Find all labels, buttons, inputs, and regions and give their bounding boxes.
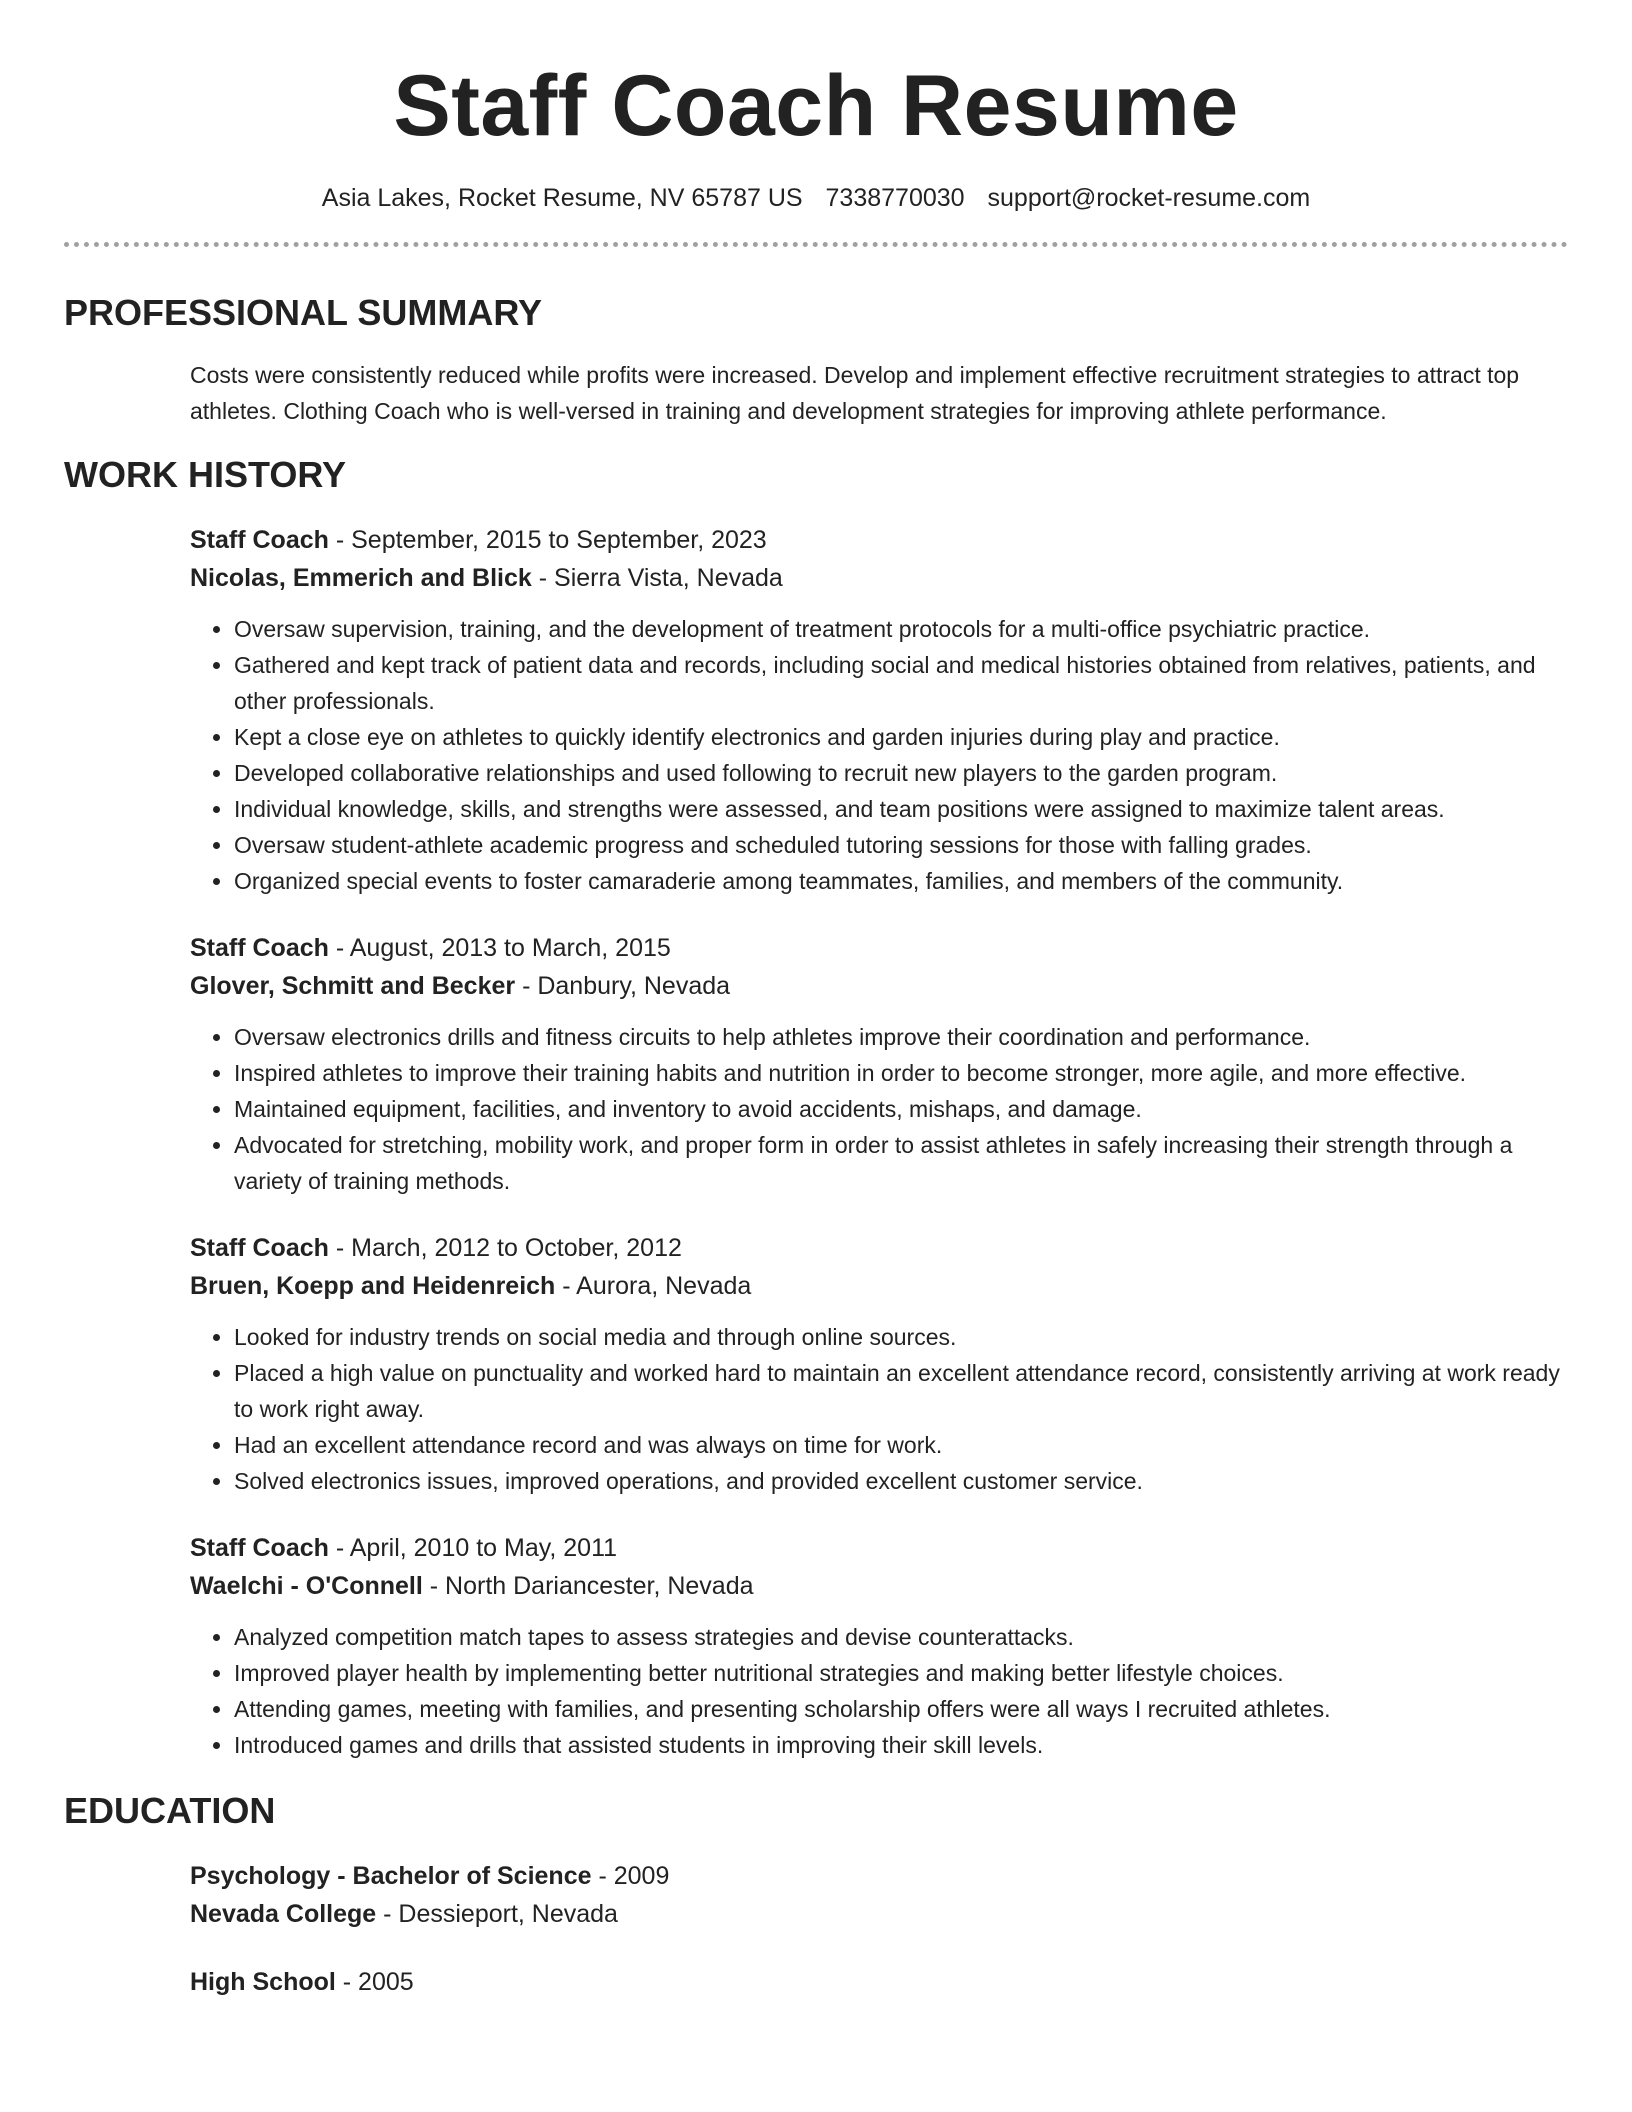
job-dates: - August, 2013 to March, 2015	[328, 934, 671, 962]
job-dates: - March, 2012 to October, 2012	[328, 1234, 682, 1262]
job-title: Staff Coach	[190, 526, 329, 554]
job-entry	[190, 1529, 1568, 1763]
education-heading: EDUCATION	[64, 1790, 276, 1831]
education-school: Nevada College	[190, 1900, 377, 1928]
job-bullet: • Maintained equipment, facilities, and inventory to avoid accidents, mishaps, and damage.	[234, 1091, 1568, 1127]
job-title: Staff Coach	[190, 1534, 329, 1562]
summary-text: Costs were consistently reduced while profits were increased. Develop and implement effective recruitment strategies to attract top athletes. Clothing Coach who is well-versed in training and development strategies for improving athlete performance.	[190, 362, 1520, 424]
job-bullet: • Improved player health by implementing better nutritional strategies and making better lifestyle choices.	[234, 1655, 1568, 1691]
job-bullet: • Looked for industry trends on social media and through online sources.	[234, 1319, 1568, 1355]
job-entry	[190, 929, 1568, 1199]
job-bullet: • Introduced games and drills that assisted students in improving their skill levels.	[234, 1727, 1568, 1763]
education-degree: Psychology - Bachelor of Science	[190, 1862, 592, 1890]
job-dates: - September, 2015 to September, 2023	[328, 526, 767, 554]
job-location: - Sierra Vista, Nevada	[531, 564, 783, 592]
job-bullet: • Organized special events to foster camaraderie among teammates, families, and members of the community.	[234, 863, 1568, 899]
job-bullets	[190, 1019, 1568, 1199]
job-company: Bruen, Koepp and Heidenreich	[190, 1272, 556, 1300]
job-company: Nicolas, Emmerich and Blick	[190, 564, 532, 592]
education-entry	[190, 1857, 1568, 1933]
job-bullet: • Oversaw student-athlete academic progress and scheduled tutoring sessions for those with falling grades.	[234, 827, 1568, 863]
job-bullet: • Solved electronics issues, improved operations, and provided excellent customer service.	[234, 1463, 1568, 1499]
job-bullets	[190, 1619, 1568, 1763]
education-year: - 2009	[591, 1862, 670, 1890]
job-bullet: • Developed collaborative relationships and used following to recruit new players to the garden program.	[234, 755, 1568, 791]
education-entry	[190, 1963, 1568, 2001]
job-bullet: • Oversaw electronics drills and fitness circuits to help athletes improve their coordination and performance.	[234, 1019, 1568, 1055]
education-list	[190, 1857, 1568, 2001]
job-bullet: • Analyzed competition match tapes to assess strategies and devise counterattacks.	[234, 1619, 1568, 1655]
job-entry	[190, 521, 1568, 899]
contact-phone: 7338770030	[825, 184, 965, 212]
education-year: - 2005	[335, 1968, 414, 1996]
work-history-list	[190, 521, 1568, 1763]
job-location: - Danbury, Nevada	[515, 972, 731, 1000]
education-degree: High School	[190, 1968, 336, 1996]
job-company: Waelchi - O'Connell	[190, 1572, 423, 1600]
work-history-heading: WORK HISTORY	[64, 454, 347, 495]
job-bullet: • Attending games, meeting with families, and presenting scholarship offers were all ways I recruited athletes.	[234, 1691, 1568, 1727]
contact-email: support@rocket-resume.com	[987, 184, 1311, 212]
job-bullet: • Advocated for stretching, mobility work, and proper form in order to assist athletes in safely increasing their strength through a variety of training methods.	[234, 1127, 1568, 1199]
job-bullet: • Individual knowledge, skills, and strengths were assessed, and team positions were assigned to maximize talent areas.	[234, 791, 1568, 827]
job-bullet: • Had an excellent attendance record and was always on time for work.	[234, 1427, 1568, 1463]
job-bullets	[190, 1319, 1568, 1499]
job-location: - North Dariancester, Nevada	[422, 1572, 754, 1600]
job-entry	[190, 1229, 1568, 1499]
job-location: - Aurora, Nevada	[555, 1272, 752, 1300]
job-bullet: • Oversaw supervision, training, and the development of treatment protocols for a multi-office psychiatric practice.	[234, 611, 1568, 647]
job-bullet: • Placed a high value on punctuality and worked hard to maintain an excellent attendance record, consistently arriving at work ready to work right away.	[234, 1355, 1568, 1427]
contact-address: Asia Lakes, Rocket Resume, NV 65787 US	[321, 184, 803, 212]
job-dates: - April, 2010 to May, 2011	[328, 1534, 618, 1562]
job-bullets	[190, 611, 1568, 899]
job-bullet: • Kept a close eye on athletes to quickly identify electronics and garden injuries during play and practice.	[234, 719, 1568, 755]
education-location: - Dessieport, Nevada	[376, 1900, 618, 1928]
contact-line	[64, 182, 1568, 214]
job-company: Glover, Schmitt and Becker	[190, 972, 516, 1000]
page-title: Staff Coach Resume	[393, 58, 1239, 154]
summary-heading: PROFESSIONAL SUMMARY	[64, 292, 543, 333]
job-title: Staff Coach	[190, 934, 329, 962]
job-bullet: • Inspired athletes to improve their training habits and nutrition in order to become stronger, more agile, and more effective.	[234, 1055, 1568, 1091]
job-title: Staff Coach	[190, 1234, 329, 1262]
job-bullet: • Gathered and kept track of patient data and records, including social and medical histories obtained from relatives, patients, and other professionals.	[234, 647, 1568, 719]
header-divider	[64, 242, 1568, 247]
